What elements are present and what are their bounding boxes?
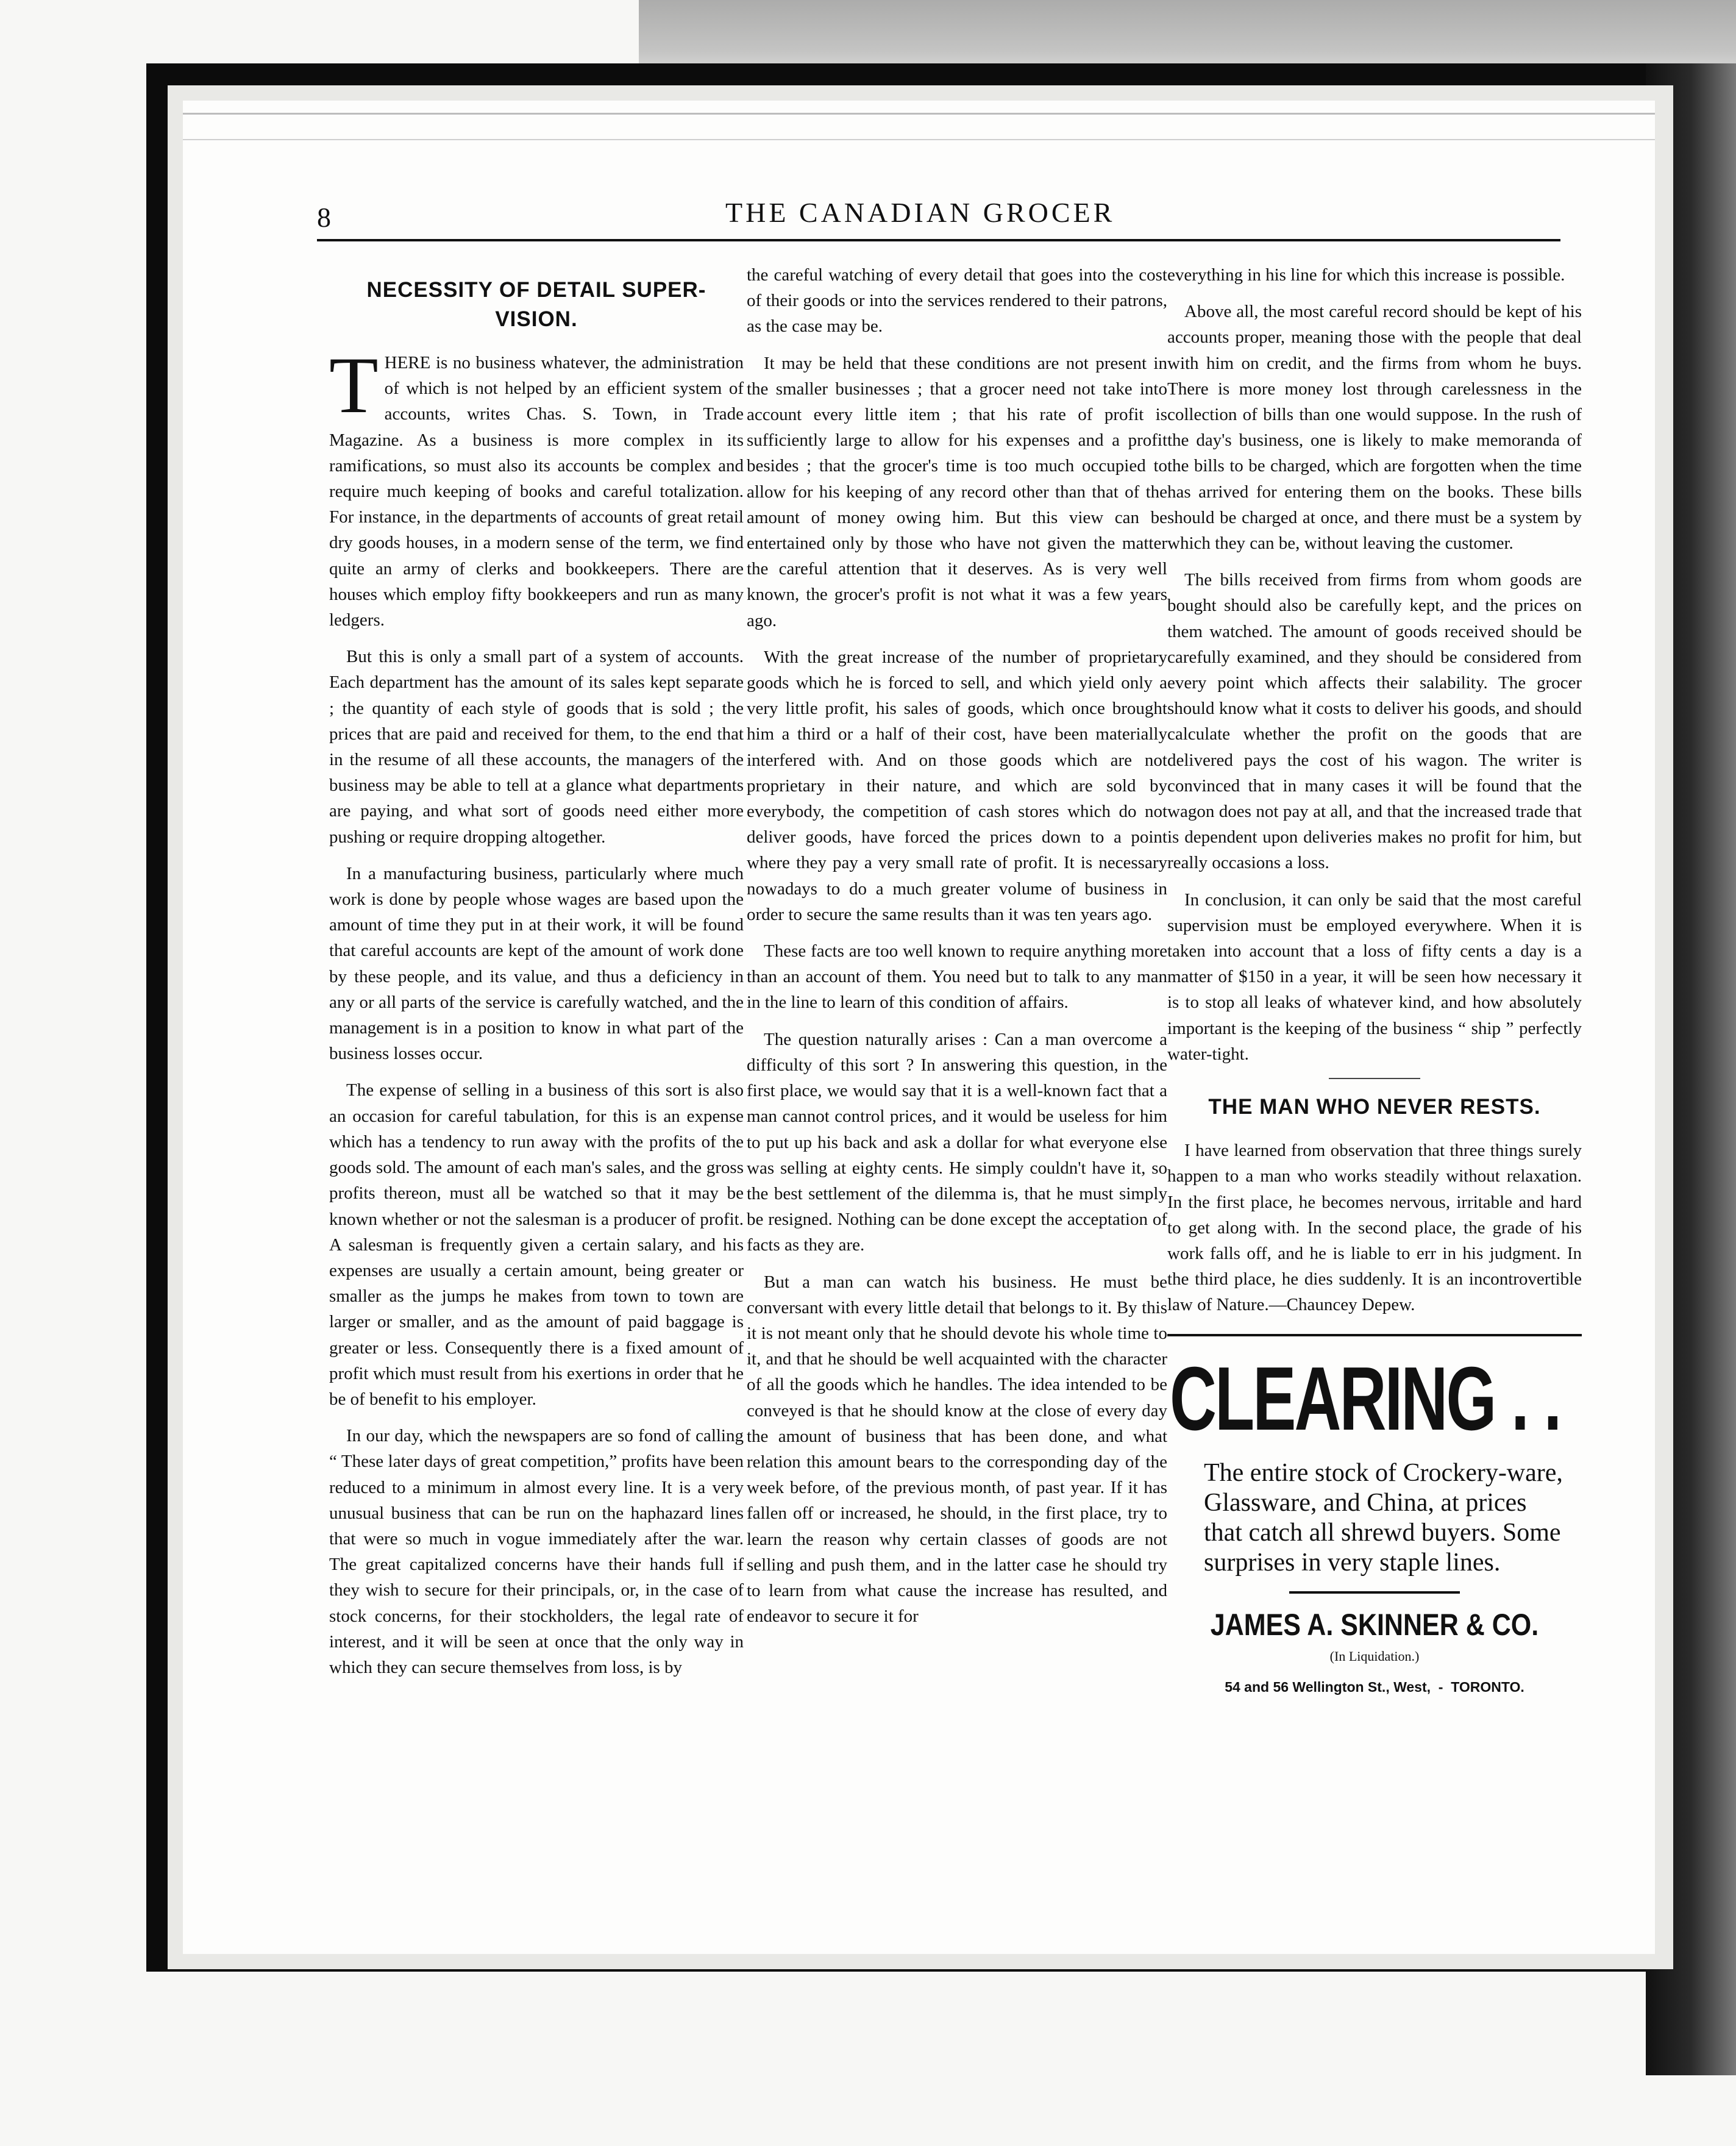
page-number: 8 xyxy=(317,202,331,233)
article-paragraph: In a manufacturing business, particularly where much work is done by people whose wages are based upon the amount of time they put in at their work, it will be found that careful accounts are kept of the amount of work done by these people, and its value, and thus a deficiency in any or all parts of the service is carefully watched, and the management is in a position to know in what part of the business losses occur. xyxy=(329,863,744,1064)
article-paragraph: It may be held that these conditions are not present in the smaller businesses ; that a grocer need not take into account every little item ; that his rate of profit is sufficiently large to allow for his expenses and a profit besides ; that the grocer's time is too much occupied to allow for his keeping of any record other than that of the amount of money owing him. But this view can be entertained only by those who have not given the matter the careful attention that it deserves. As is very well known, the grocer's profit is not what it was a few years ago. xyxy=(747,353,1167,630)
article-title: NECESSITY OF DETAIL SUPER-VISION. xyxy=(366,278,706,331)
article-paragraph: the careful watching of every detail that goes into the cost of their goods or into the services rendered to their patrons, as the case may be. xyxy=(747,265,1167,337)
article-paragraph: The expense of selling in a business of this sort is also an occasion for careful tabulation, for this is an expense which has a tendency to run away with the profits of the goods sold. The amount of each man's sales, and the gross profits thereon, must all be watched so that it may be known whether or not the salesman is a producer of profit. A salesman is frequently given a certain salary, and his expenses are usually a certain amount, being greater or smaller as the jumps he makes from town to town are larger or smaller, and as the amount of paid baggage is greater or less. Consequently there is a fixed amount of profit which must result from his exertions in order that he be of benefit to his employer. xyxy=(329,1080,744,1409)
article-paragraph: Above all, the most careful record should be kept of his accounts proper, meaning those with the people that deal with him on credit, and the firms from whom he buys. There is more money lost through carelessness in the collection of bills than one would suppose. In the rush of the day's business, one is likely to make memoranda of the bills to be charged, which are forgotten when the time has arrived for entering them on the books. These bills should be charged at once, and there must be a system by which they can be, without leaving the customer. xyxy=(1167,302,1582,554)
ad-body: The entire stock of Crockery-ware, Glassware, and China, at prices that catch all shrewd buyers. Some surprises in very staple lines. xyxy=(1204,1458,1563,1577)
section-separator xyxy=(1329,1078,1420,1079)
article-paragraph: With the great increase of the number of proprietary goods which he is forced to sell, and which yield only a very little profit, his sales of goods, which once brought him a third or a half of their cost, have been materially interfered with. And on those goods which are not proprietary in their nature, and which are sold by everybody, the competition of cash stores which do not deliver goods, have forced the prices down to a point where they pay a very small rate of profit. It is necessary nowadays to do a much greater volume of business in order to secure the same results than it was ten years ago. xyxy=(747,647,1167,924)
ad-status: (In Liquidation.) xyxy=(1329,1648,1420,1664)
ad-top-rule xyxy=(1167,1334,1582,1336)
article-paragraph: These facts are too well known to require anything more than an account of them. You need but to talk to any man in the line to learn of this condition of affairs. xyxy=(747,941,1167,1013)
column-1 xyxy=(329,262,744,1691)
ad-rule xyxy=(1289,1591,1460,1594)
article-paragraph: everything in his line for which this increase is possible. xyxy=(1167,265,1565,285)
magazine-title: THE CANADIAN GROCER xyxy=(725,197,1115,228)
article-paragraph: But this is only a small part of a system of accounts. Each department has the amount of its sales kept separate ; the quantity of each style of goods that is sold ; the prices that are paid and received for them, to the end that in the resume of all these accounts, the managers of the business may be able to tell at a glance what departments are paying, and what sort of goods need either more pushing or require dropping altogether. xyxy=(329,647,744,847)
ad-address: 54 and 56 Wellington St., West, - TORONTO. xyxy=(1225,1678,1524,1695)
paragraph-text: HERE is no business whatever, the administration of which is not helped by an efficient system of accounts, writes Chas. S. Town, in Trade Magazine. As a business is more complex in its ramifications, so must also its accounts be complex and require much keeping of books and careful totalization. For instance, in the departments of accounts of great retail dry goods houses, in a modern sense of the term, we find quite an army of clerks and bookkeepers. There are houses which employ fifty bookkeepers and run as many ledgers. xyxy=(329,353,744,630)
article-title: THE MAN WHO NEVER RESTS. xyxy=(1208,1095,1541,1119)
article-paragraph: But a man can watch his business. He must be conversant with every little detail that belongs to it. By this it is not meant only that he should devote his whole time to it, and that he should be well acquainted with the character of all the goods which he handles. The idea intended to be conveyed is that he should know at the close of every day the amount of business that has been done, and what relation this amount bears to the corresponding day of the week before, of the previous month, of past year. If it has fallen off or increased, he should, in the first place, try to learn the reason why certain classes of goods are not selling and push them, and in the latter case he should try to learn from what cause the increase has resulted, and endeavor to secure it for xyxy=(747,1272,1167,1627)
article-paragraph: In conclusion, it can only be said that the most careful supervision must be employed everywhere. When it is taken into account that a loss of fifty cents a day is a matter of $150 in a year, it will be seen how necessary it is to stop all leaks of whatever kind, and how absolutely important is the keeping of the business “ ship ” perfectly water-tight. xyxy=(1167,889,1582,1064)
article-paragraph: In our day, which the newspapers are so fond of calling “ These later days of great competition,” profits have been reduced to a minimum in almost every line. It is a very unusual business that can be run on the haphazard lines that were so much in vogue immediately after the war. The great capitalized concerns have their hands full if they wish to secure for their principals, or, in the case of stock concerns, for their stockholders, the legal rate of interest, and it will be seen at once that the only way in which they can secure themselves from loss, is by xyxy=(329,1426,744,1677)
ad-company-name: JAMES A. SKINNER & CO. xyxy=(1210,1607,1539,1642)
drop-cap: T xyxy=(329,340,379,430)
article-paragraph xyxy=(329,340,744,633)
page-edge-lines xyxy=(183,113,1655,140)
column-3 xyxy=(1167,262,1582,1700)
ad-headline: CLEARING . . xyxy=(1170,1348,1560,1449)
column-2 xyxy=(747,262,1167,1640)
article-paragraph: The question naturally arises : Can a man overcome a difficulty of this sort ? In answering this question, in the first place, we would say that it is a well-known fact that a man cannot control prices, and it would be useless for him to put up his back and ask a dollar for what everyone else was selling at eighty cents. He simply couldn't have it, so the best settlement of the dilemma is, that he must simply be resigned. Nothing can be done except the acceptation of facts as they are. xyxy=(747,1029,1167,1255)
article-paragraph: The bills received from firms from whom goods are bought should also be carefully kept, and the prices on them watched. The amount of goods received should be carefully examined, and they should be considered from every point which affects their salability. The grocer should know what it costs to deliver his goods, and should calculate whether the profit on the goods that are delivered pays the cost of his wagon. The writer is convinced that in many cases it will be found that the wagon does not pay at all, and that the increased trade that is dependent upon deliveries makes no profit for him, but really occasions a loss. xyxy=(1167,570,1582,873)
header-rule xyxy=(317,239,1560,241)
article-paragraph: I have learned from observation that three things surely happen to a man who works steadily without relaxation. In the first place, he becomes nervous, irritable and hard to get along with. In the second place, the grade of his work falls off, and he is liable to err in his judgment. In the third place, he dies suddenly. It is an incontrovertible law of Nature.—Chauncey Depew. xyxy=(1167,1141,1582,1315)
